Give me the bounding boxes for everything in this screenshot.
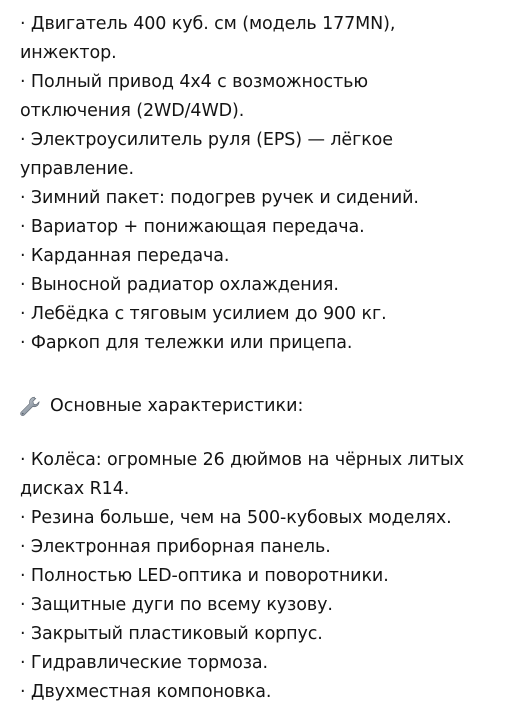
spec-line: · Двухместная компоновка. <box>20 682 272 702</box>
spacer <box>20 421 498 446</box>
spec-line: · Электронная приборная панель. <box>20 537 331 557</box>
spec-line: · Резина больше, чем на 500-кубовых моделях. <box>20 508 452 528</box>
specs-list <box>20 446 498 707</box>
feature-line: · Фаркоп для тележки или прицепа. <box>20 333 353 353</box>
section-title: Основные характеристики: <box>50 396 304 416</box>
spec-line: · Защитные дуги по всему кузову. <box>20 595 333 615</box>
spec-line: · Закрытый пластиковый корпус. <box>20 624 323 644</box>
feature-line: · Электроусилитель руля (EPS) — лёгкое <box>20 130 393 150</box>
spacer <box>20 358 498 392</box>
spec-line: · Колёса: огромные 26 дюймов на чёрных литых <box>20 450 464 470</box>
feature-line: · Карданная передача. <box>20 246 230 266</box>
feature-line: инжектор. <box>20 43 117 63</box>
spec-line: · Полностью LED-оптика и поворотники. <box>20 566 389 586</box>
spec-line: · Гидравлические тормоза. <box>20 653 268 673</box>
feature-line: · Зимний пакет: подогрев ручек и сидений. <box>20 188 419 208</box>
feature-line: управление. <box>20 159 134 179</box>
feature-line: отключения (2WD/4WD). <box>20 101 245 121</box>
feature-line: · Лебёдка с тяговым усилием до 900 кг. <box>20 304 387 324</box>
features-list <box>20 10 498 358</box>
section-heading <box>20 392 498 421</box>
feature-line: · Вариатор + понижающая передача. <box>20 217 365 237</box>
feature-line: · Двигатель 400 куб. см (модель 177MN), <box>20 14 396 34</box>
feature-line: · Полный привод 4х4 с возможностью <box>20 72 368 92</box>
wrench-icon <box>18 395 42 419</box>
feature-line: · Выносной радиатор охлаждения. <box>20 275 339 295</box>
spec-line: дисках R14. <box>20 479 130 499</box>
